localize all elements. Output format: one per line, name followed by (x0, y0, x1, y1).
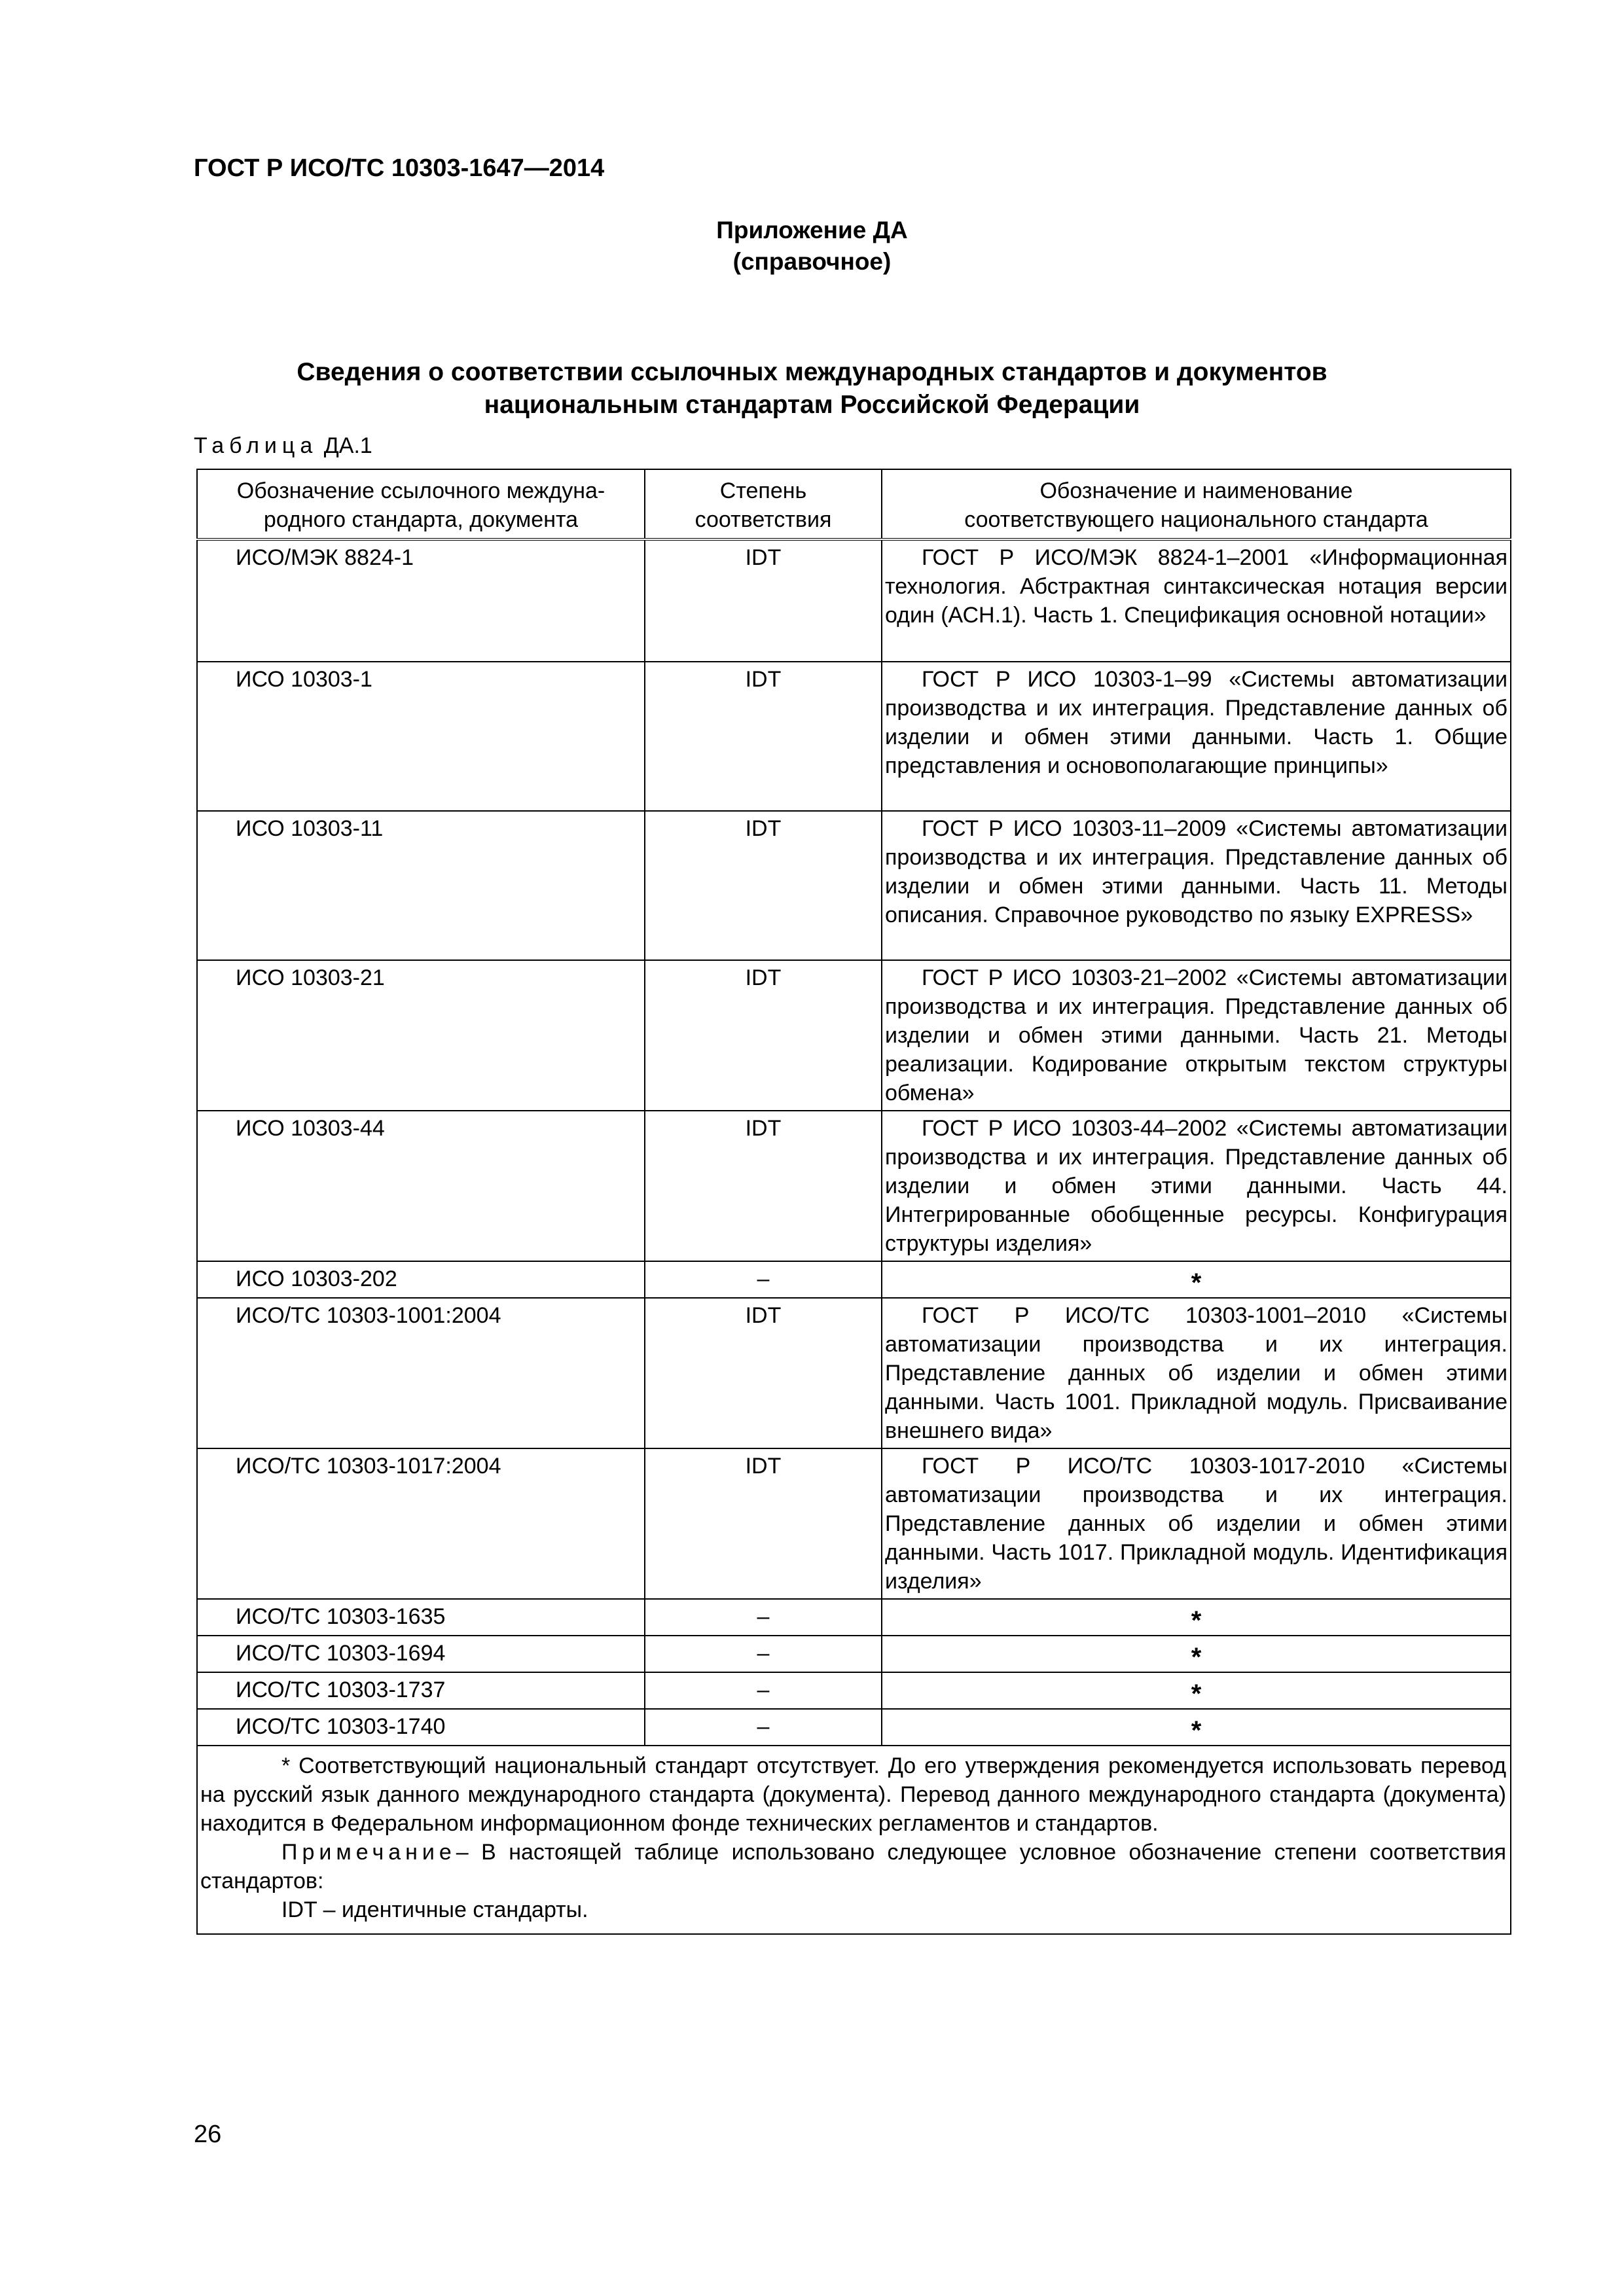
degree-cell: IDT (645, 1111, 882, 1261)
page-number: 26 (194, 2121, 222, 2148)
table-row (197, 1111, 1511, 1261)
table-row (197, 539, 1511, 662)
degree-cell: IDT (645, 960, 882, 1111)
national-standard-cell: * (882, 1261, 1511, 1298)
section-title-line2: национальным стандартам Российской Федерации (484, 391, 1140, 419)
national-standard-cell: ГОСТ Р ИСО/ТС 10303-1017-2010 «Системы автоматизации производства и их интеграция. Представление данных об изделии и обмен этими данными. Часть 1017. Прикладной модуль. Идентификация изделия» (882, 1448, 1511, 1599)
degree-cell: IDT (645, 811, 882, 960)
degree-cell: – (645, 1672, 882, 1709)
degree-cell: – (645, 1599, 882, 1636)
national-standard-cell: ГОСТ Р ИСО/ТС 10303-1001–2010 «Системы автоматизации производства и их интеграция. Представление данных об изделии и обмен этими данными. Часть 1001. Прикладной модуль. Присваивание внешнего вида» (882, 1298, 1511, 1448)
note-paragraph (200, 1838, 1506, 1895)
table-row (197, 1448, 1511, 1599)
degree-cell: IDT (645, 662, 882, 811)
degree-cell: IDT (645, 1298, 882, 1448)
table-label (194, 433, 372, 459)
table-row (197, 1709, 1511, 1746)
table-row (197, 1599, 1511, 1636)
reference-standard-cell: ИСО/ТС 10303-1740 (197, 1709, 645, 1746)
reference-standard-cell: ИСО 10303-202 (197, 1261, 645, 1298)
reference-standard-cell: ИСО 10303-11 (197, 811, 645, 960)
reference-standard-cell: ИСО 10303-1 (197, 662, 645, 811)
table-row (197, 1636, 1511, 1672)
table-header-row (197, 469, 1511, 539)
reference-standard-cell: ИСО/ТС 10303-1001:2004 (197, 1298, 645, 1448)
reference-standard-cell: ИСО/ТС 10303-1017:2004 (197, 1448, 645, 1599)
standards-table (196, 469, 1511, 1935)
table-row (197, 1298, 1511, 1448)
header-reference-standard: Обозначение ссылочного междуна- родного стандарта, документа (197, 469, 645, 539)
reference-standard-cell: ИСО/ТС 10303-1737 (197, 1672, 645, 1709)
national-standard-cell: ГОСТ Р ИСО 10303-44–2002 «Системы автоматизации производства и их интеграция. Представление данных об изделии и обмен этими данными. Часть 44. Интегрированные обобщенные ресурсы. Конфигурация структуры изделия» (882, 1111, 1511, 1261)
national-standard-cell: * (882, 1709, 1511, 1746)
table-label-word: Таблица (194, 433, 318, 458)
national-standard-cell: * (882, 1599, 1511, 1636)
document-header: ГОСТ Р ИСО/ТС 10303-1647—2014 (194, 154, 605, 182)
note-label: Примечание (281, 1840, 456, 1865)
table-footnote-row (197, 1746, 1511, 1934)
section-title (0, 356, 1624, 422)
note-text: – В настоящей таблице использовано следующее условное обозначение степени соответствия стандартов: (200, 1840, 1506, 1893)
degree-cell: IDT (645, 1448, 882, 1599)
national-standard-cell: ГОСТ Р ИСО 10303-11–2009 «Системы автоматизации производства и их интеграция. Представление данных об изделии и обмен этими данными. Часть 11. Методы описания. Справочное руководство по языку EXPRESS» (882, 811, 1511, 960)
reference-standard-cell: ИСО/ТС 10303-1635 (197, 1599, 645, 1636)
table-row (197, 1672, 1511, 1709)
reference-standard-cell: ИСО/ТС 10303-1694 (197, 1636, 645, 1672)
table-footnotes (197, 1746, 1511, 1934)
table-row (197, 811, 1511, 960)
degree-cell: – (645, 1261, 882, 1298)
national-standard-cell: ГОСТ Р ИСО 10303-1–99 «Системы автоматизации производства и их интеграция. Представление данных об изделии и обмен этими данными. Часть 1. Общие представления и основополагающие принципы» (882, 662, 1511, 811)
degree-cell: – (645, 1709, 882, 1746)
national-standard-cell: ГОСТ Р ИСО/МЭК 8824-1–2001 «Информационная технология. Абстрактная синтаксическая нотация версии один (АСН.1). Часть 1. Спецификация основной нотации» (882, 539, 1511, 662)
reference-standard-cell: ИСО 10303-21 (197, 960, 645, 1111)
annex-title: Приложение ДА (716, 217, 908, 243)
footnote-text: * Соответствующий национальный стандарт отсутствует. До его утверждения рекомендуется использовать перевод на русский язык данного международного стандарта (документа). Перевод данного международного стандарта (документа) находится в Федеральном информационном фонде технических регламентов и стандартов. (200, 1753, 1506, 1836)
note-idt: IDT – идентичные стандарты. (281, 1897, 588, 1922)
degree-cell: – (645, 1636, 882, 1672)
table-row (197, 1261, 1511, 1298)
national-standard-cell: * (882, 1672, 1511, 1709)
table-row (197, 960, 1511, 1111)
national-standard-cell: * (882, 1636, 1511, 1672)
annex-heading (0, 215, 1624, 278)
annex-kind: (справочное) (732, 248, 892, 275)
header-national-standard: Обозначение и наименование соответствующего национального стандарта (882, 469, 1511, 539)
header-degree: Степень соответствия (645, 469, 882, 539)
degree-cell: IDT (645, 539, 882, 662)
table-label-number: ДА.1 (323, 433, 372, 458)
section-title-line1: Сведения о соответствии ссылочных международных стандартов и документов (297, 358, 1327, 386)
national-standard-cell: ГОСТ Р ИСО 10303-21–2002 «Системы автоматизации производства и их интеграция. Представление данных об изделии и обмен этими данными. Часть 21. Методы реализации. Кодирование открытым текстом структуры обмена» (882, 960, 1511, 1111)
reference-standard-cell: ИСО/МЭК 8824-1 (197, 539, 645, 662)
reference-standard-cell: ИСО 10303-44 (197, 1111, 645, 1261)
table-row (197, 662, 1511, 811)
